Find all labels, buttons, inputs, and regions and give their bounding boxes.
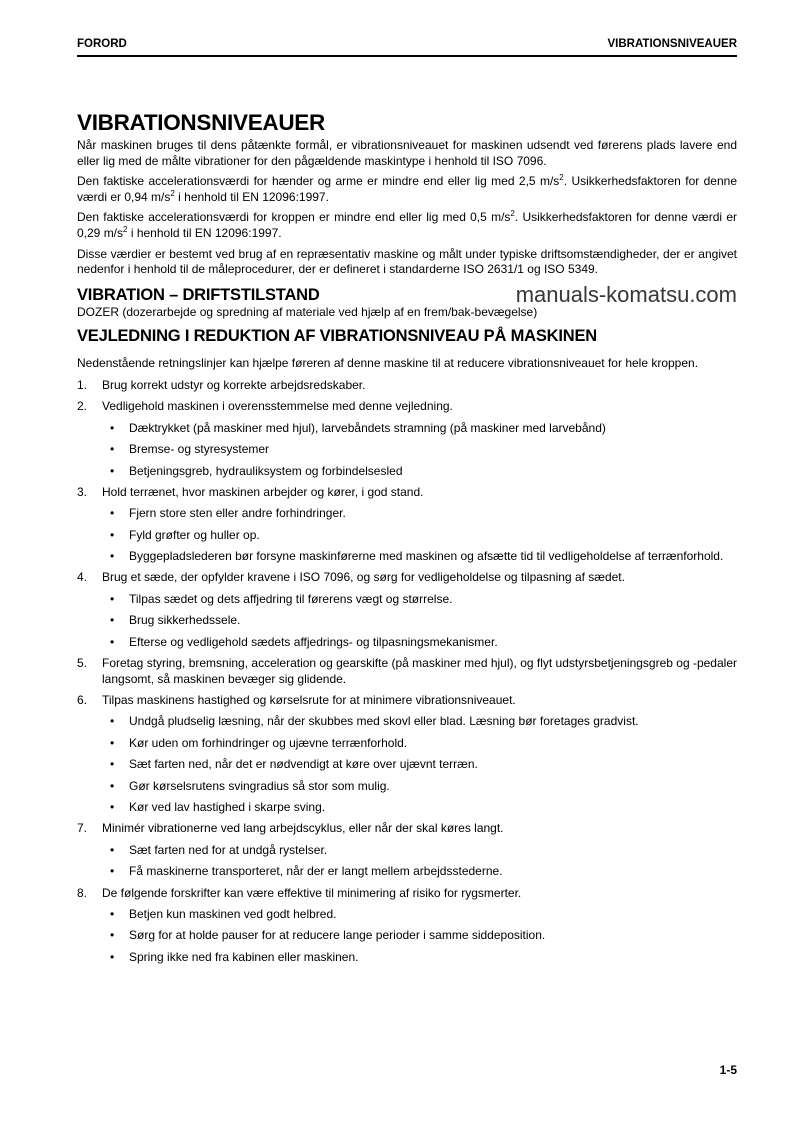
bullet-item [77, 421, 737, 437]
page-number: 1-5 [719, 1063, 737, 1077]
bullet-icon: • [110, 420, 115, 435]
header-chapter: FORORD [77, 38, 127, 50]
list-item [77, 570, 737, 586]
bullet-item [77, 442, 737, 458]
bullet-icon: • [110, 506, 115, 521]
item-number: 5. [77, 656, 88, 671]
superscript: 2 [123, 224, 128, 234]
bullet-icon: • [110, 527, 115, 542]
bullet-icon: • [110, 864, 115, 879]
section-title-operating-condition: VIBRATION – DRIFTSTILSTAND [77, 285, 320, 304]
page-title: VIBRATIONSNIVEAUER [77, 110, 325, 135]
bullet-text: Bremse- og styresystemer [129, 442, 270, 457]
bullet-item [77, 928, 737, 944]
bullet-item [77, 714, 737, 730]
bullet-text: Betjeningsgreb, hydrauliksystem og forbindelsesled [129, 463, 403, 478]
bullet-text: Sæt farten ned for at undgå rystelser. [129, 842, 328, 857]
list-item [77, 399, 737, 415]
item-number: 1. [77, 377, 88, 392]
item-text: Vedligehold maskinen i overensstemmelse med denne vejledning. [102, 399, 453, 414]
bullet-item [77, 736, 737, 752]
guidance-intro: Nedenstående retningslinjer kan hjælpe føreren af denne maskine til at reducere vibrationsniveauet for hele kroppen. [77, 356, 699, 371]
text: Den faktiske accelerationsværdi for kroppen er mindre end eller lig med 0,5 m/s [77, 210, 511, 225]
item-number: 8. [77, 885, 88, 900]
superscript: 2 [559, 173, 564, 183]
bullet-icon: • [110, 842, 115, 857]
hand-arm-paragraph [77, 174, 737, 205]
item-number: 4. [77, 570, 88, 585]
bullet-item [77, 549, 737, 565]
whole-body-paragraph [77, 210, 737, 241]
bullet-item [77, 907, 737, 923]
list-item [77, 656, 737, 687]
bullet-item [77, 506, 737, 522]
bullet-icon: • [110, 549, 115, 564]
bullet-text: Undgå pludselig læsning, når der skubbes med skovl eller blad. Læsning bør foretages gradvist. [129, 714, 639, 729]
bullet-icon: • [110, 613, 115, 628]
bullet-text: Fyld grøfter og huller op. [129, 527, 260, 542]
text: . Usikkerhedsfaktoren for denne værdi er 0,94 m/s [77, 174, 738, 204]
item-text: Minimér vibrationerne ved lang arbejdscyklus, eller når der skal køres langt. [102, 821, 504, 836]
bullet-item [77, 528, 737, 544]
bullet-text: Fjern store sten eller andre forhindringer. [129, 506, 346, 521]
bullet-icon: • [110, 778, 115, 793]
bullet-text: Dæktrykket (på maskiner med hjul), larvebåndets stramning (på maskiner med larvebånd) [129, 420, 606, 435]
bullet-icon: • [110, 949, 115, 964]
bullet-icon: • [110, 591, 115, 606]
item-text: Hold terrænet, hvor maskinen arbejder og kører, i god stand. [102, 484, 424, 499]
bullet-text: Sæt farten ned, når det er nødvendigt at køre over ujævnt terræn. [129, 757, 478, 772]
item-text: De følgende forskrifter kan være effektive til minimering af risiko for rygsmerter. [102, 885, 522, 900]
item-text: Brug korrekt udstyr og korrekte arbejdsredskaber. [102, 377, 366, 392]
bullet-text: Byggepladslederen bør forsyne maskinførerne med maskinen og afsætte tid til vedligeholdelse af terrænforhold. [129, 549, 724, 564]
guidance-list [77, 378, 737, 965]
bullet-item [77, 843, 737, 859]
bullet-item [77, 464, 737, 480]
bullet-text: Spring ikke ned fra kabinen eller maskinen. [129, 949, 359, 964]
bullet-icon: • [110, 714, 115, 729]
bullet-text: Sørg for at holde pauser for at reducere lange perioder i samme siddeposition. [129, 928, 546, 943]
bullet-text: Gør kørselsrutens svingradius så stor som mulig. [129, 778, 390, 793]
text: Den faktiske accelerationsværdi for hænder og arme er mindre end eller lig med 2,5 m/s [77, 174, 560, 189]
bullet-icon: • [110, 735, 115, 750]
bullet-item [77, 950, 737, 966]
list-item [77, 886, 737, 902]
section-title-guidance: VEJLEDNING I REDUKTION AF VIBRATIONSNIVEAU PÅ MASKINEN [77, 327, 597, 346]
text: i henhold til EN 12096:1997. [127, 225, 282, 240]
bullet-icon: • [110, 463, 115, 478]
bullet-icon: • [110, 442, 115, 457]
item-number: 7. [77, 821, 88, 836]
item-number: 2. [77, 399, 88, 414]
bullet-text: Betjen kun maskinen ved godt helbred. [129, 906, 337, 921]
bullet-icon: • [110, 906, 115, 921]
watermark: manuals-komatsu.com [515, 281, 737, 307]
item-text: Brug et sæde, der opfylder kravene i ISO 7096, og sørg for vedligeholdelse og tilpasning af sædet. [102, 570, 625, 585]
superscript: 2 [510, 209, 515, 219]
measurement-paragraph: Disse værdier er bestemt ved brug af en repræsentativ maskine og målt under typiske driftsomstændigheder, der er angivet nedenfor i henhold til de måleprocedurer, der er defineret i standarderne ISO 2631/1 og ISO 5349. [77, 246, 737, 277]
bullet-text: Kør ved lav hastighed i skarpe sving. [129, 799, 326, 814]
item-number: 6. [77, 693, 88, 707]
header-section: VIBRATIONSNIVEAUER [607, 38, 737, 50]
text: . Usikkerhedsfaktoren for denne værdi er 0,29 m/s [77, 210, 737, 240]
bullet-item [77, 864, 737, 880]
bullet-item [77, 779, 737, 795]
item-text: Tilpas maskinens hastighed og kørselsrute for at minimere vibrationsniveauet. [102, 693, 516, 707]
page-header [77, 38, 737, 57]
bullet-item [77, 613, 737, 629]
bullet-text: Brug sikkerhedssele. [129, 613, 241, 628]
bullet-item [77, 800, 737, 816]
text: i henhold til EN 12096:1997. [174, 189, 329, 204]
bullet-item [77, 592, 737, 608]
bullet-text: Få maskinerne transporteret, når der er langt mellem arbejdsstederne. [129, 864, 503, 879]
bullet-icon: • [110, 928, 115, 943]
list-item [77, 485, 737, 501]
bullet-icon: • [110, 757, 115, 772]
bullet-icon: • [110, 634, 115, 649]
operating-condition-text: DOZER (dozerarbejde og spredning af materiale ved hjælp af en frem/bak-bevægelse) [77, 304, 538, 319]
item-number: 3. [77, 484, 88, 499]
page-content [77, 110, 737, 971]
list-item [77, 378, 737, 394]
item-text: Foretag styring, bremsning, acceleration og gearskifte (på maskiner med hjul), og flyt udstyrsbetjeningsgreb og -pedaler langsomt, så maskinen bevæger sig glidende. [102, 656, 737, 686]
bullet-text: Tilpas sædet og dets affjedring til førerens vægt og størrelse. [129, 591, 453, 606]
list-item [77, 693, 737, 709]
superscript: 2 [170, 188, 175, 198]
bullet-text: Kør uden om forhindringer og ujævne terrænforhold. [129, 735, 408, 750]
bullet-item [77, 635, 737, 651]
operating-condition-heading-row [77, 281, 737, 307]
bullet-item [77, 757, 737, 773]
bullet-text: Efterse og vedligehold sædets affjedrings- og tilpasningsmekanismer. [129, 634, 498, 649]
list-item [77, 821, 737, 837]
intro-paragraph: Når maskinen bruges til dens påtænkte formål, er vibrationsniveauet for maskinen udsendt ved førerens plads lavere end eller lig med de målte vibrationer for den pågældende maskintype i henhold til ISO 7096. [77, 138, 737, 168]
bullet-icon: • [110, 799, 115, 814]
